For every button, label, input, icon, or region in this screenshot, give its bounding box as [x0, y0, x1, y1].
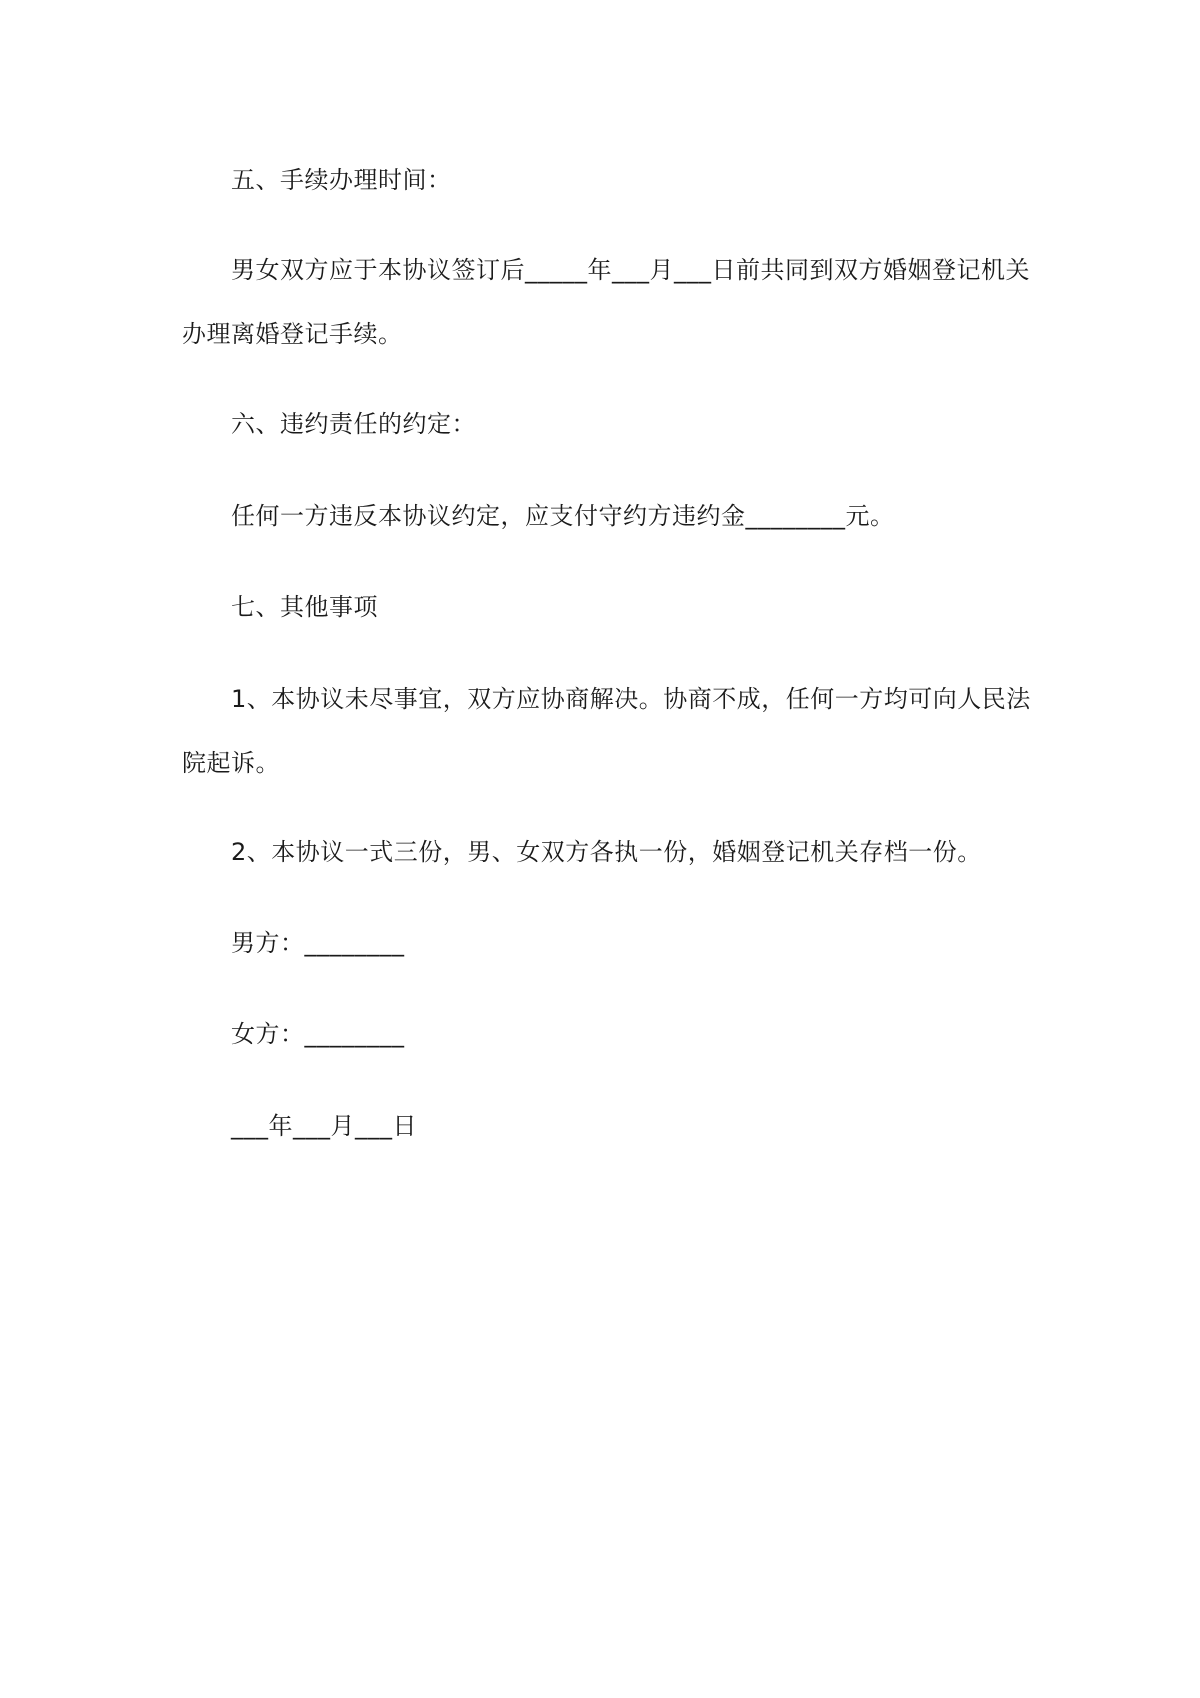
section-7-heading: 七、其他事项 [231, 593, 378, 621]
section-5-body: 男女双方应于本协议签订后_____年___月___日前共同到双方婚姻登记机关办理离婚登记手续。 [182, 256, 1030, 348]
section-7-item-1: 1、本协议未尽事宜，双方应协商解决。协商不成，任何一方均可向人民法院起诉。 [182, 685, 1031, 777]
section-7-item-2: 2、本协议一式三份，男、女双方各执一份，婚姻登记机关存档一份。 [231, 838, 982, 866]
section-6-body: 任何一方违反本协议约定，应支付守约方违约金________元。 [231, 502, 895, 530]
female-party-signature: 女方：________ [231, 1020, 405, 1048]
section-6-heading: 六、违约责任的约定： [231, 410, 476, 438]
male-party-signature: 男方：________ [231, 929, 405, 957]
section-5-heading: 五、手续办理时间： [231, 166, 452, 194]
signing-date: ___年___月___日 [231, 1112, 417, 1140]
